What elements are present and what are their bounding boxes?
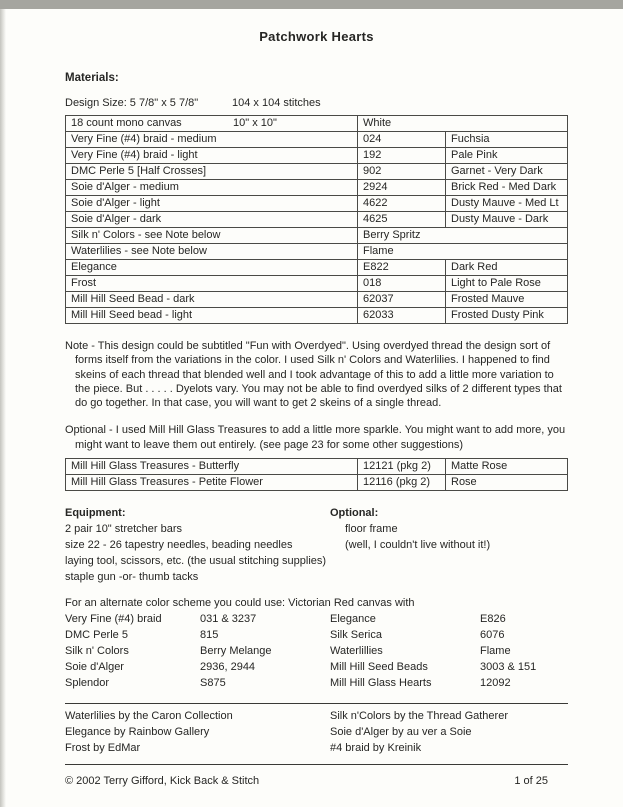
optional-paragraph: Optional - I used Mill Hill Glass Treasures to add a little more sparkle. You might want to add more, you might want to leave them out entirely. (see page 23 for some other suggestions) [65, 424, 566, 451]
table-row [66, 244, 568, 260]
alternate-thread-value: 815 [200, 629, 219, 642]
equipment-row [65, 553, 568, 569]
divider-bottom [65, 764, 568, 765]
material-color-cell: Dusty Mauve - Med Lt [446, 196, 568, 212]
copyright-text: © 2002 Terry Gifford, Kick Back & Stitch [65, 775, 260, 788]
optional-item [330, 553, 568, 569]
equipment-item: staple gun -or- thumb tacks [65, 571, 199, 584]
material-name-cell [66, 116, 358, 132]
material-color-cell: Fuchsia [446, 132, 568, 148]
optional-item: floor frame [345, 523, 398, 536]
alternate-thread-name: Elegance [330, 613, 376, 626]
materials-heading: Materials: [65, 72, 119, 84]
material-code-cell: 62033 [358, 308, 446, 324]
alternate-heading: For an alternate color scheme you could use: Victorian Red canvas with [65, 597, 415, 610]
table-row [66, 292, 568, 308]
material-code-cell: E822 [358, 260, 446, 276]
materials-table [65, 115, 568, 324]
material-code-cell: 192 [358, 148, 446, 164]
optional-item [330, 569, 568, 585]
table-row [66, 228, 568, 244]
alternate-row [65, 643, 568, 659]
material-name-cell: Waterlilies - see Note below [66, 244, 358, 260]
table-row [66, 132, 568, 148]
alternate-thread-name: DMC Perle 5 [65, 629, 128, 642]
table-row [66, 212, 568, 228]
material-code-cell: 902 [358, 164, 446, 180]
alternate-thread-name: Mill Hill Glass Hearts [330, 677, 432, 690]
table-row [66, 475, 568, 491]
table-row [66, 308, 568, 324]
material-color-cell: Frosted Dusty Pink [446, 308, 568, 324]
alternate-row [65, 611, 568, 627]
stitch-count-text: 104 x 104 stitches [232, 97, 321, 109]
equipment-heading: Equipment: [65, 507, 126, 520]
table-row [66, 459, 568, 475]
alternate-thread-name: Silk n' Colors [65, 645, 129, 658]
alternate-thread-name: Very Fine (#4) braid [65, 613, 162, 626]
alternate-row [65, 659, 568, 675]
alternate-thread-value: 031 & 3237 [200, 613, 257, 626]
alternate-thread-value: 6076 [480, 629, 505, 642]
material-name-cell: Elegance [66, 260, 358, 276]
page-title: Patchwork Hearts [259, 29, 374, 44]
document-page [6, 9, 623, 807]
material-color-cell: Light to Pale Rose [446, 276, 568, 292]
material-name-cell: Frost [66, 276, 358, 292]
credits-section [65, 708, 568, 756]
alternate-thread-name: Silk Serica [330, 629, 382, 642]
material-color-cell: White [358, 116, 568, 132]
alternate-row [65, 675, 568, 691]
material-name-cell: Mill Hill Glass Treasures - Petite Flower [66, 475, 358, 491]
material-name-cell: Very Fine (#4) braid - light [66, 148, 358, 164]
material-color-cell: Rose [446, 475, 568, 491]
alternate-thread-value: 3003 & 151 [480, 661, 537, 674]
alternate-thread-name: Soie d'Alger [65, 661, 124, 674]
credit-right: #4 braid by Kreinik [330, 742, 422, 755]
table-row [66, 116, 568, 132]
material-name-cell: Mill Hill Seed Bead - dark [66, 292, 358, 308]
equipment-rows [65, 521, 568, 585]
table-row [66, 276, 568, 292]
credit-left: Frost by EdMar [65, 742, 141, 755]
page-number: 1 of 25 [514, 775, 548, 788]
material-color-cell: Dark Red [446, 260, 568, 276]
equipment-section [65, 505, 568, 585]
material-color-cell: Brick Red - Med Dark [446, 180, 568, 196]
alternate-thread-value: Flame [480, 645, 511, 658]
material-name-cell: Silk n' Colors - see Note below [66, 228, 358, 244]
material-name: 18 count mono canvas [71, 117, 182, 129]
equipment-row [65, 569, 568, 585]
material-code-cell: 2924 [358, 180, 446, 196]
optional-heading: Optional: [330, 507, 379, 520]
material-size: 10" x 10" [233, 117, 277, 129]
credit-row [65, 724, 568, 740]
treasures-table [65, 458, 568, 491]
material-code-cell: 018 [358, 276, 446, 292]
credit-right: Silk n'Colors by the Thread Gatherer [330, 710, 508, 723]
alternate-scheme-section [65, 595, 568, 691]
material-code-cell: 62037 [358, 292, 446, 308]
material-code-cell: 4622 [358, 196, 446, 212]
credit-row [65, 708, 568, 724]
credit-row [65, 740, 568, 756]
equipment-row [65, 521, 568, 537]
equipment-item: laying tool, scissors, etc. (the usual stitching supplies) [65, 555, 327, 568]
material-name-cell: Soie d'Alger - dark [66, 212, 358, 228]
material-name-cell: Soie d'Alger - medium [66, 180, 358, 196]
material-code-cell: 024 [358, 132, 446, 148]
alternate-thread-value: Berry Melange [200, 645, 272, 658]
table-row [66, 196, 568, 212]
material-code-cell: 12116 (pkg 2) [358, 475, 446, 491]
material-color-cell: Pale Pink [446, 148, 568, 164]
equipment-headings-row [65, 505, 568, 521]
footer [65, 775, 568, 787]
material-color-cell: Dusty Mauve - Dark [446, 212, 568, 228]
equipment-item: size 22 - 26 tapestry needles, beading needles [65, 539, 293, 552]
alternate-thread-name: Splendor [65, 677, 110, 690]
note-paragraph: Note - This design could be subtitled "Fun with Overdyed". Using overdyed thread the design sort of forms itself from the variations in the color. I used Silk n' Colors and Waterlilies. I happened to find skeins of each thread that blended well and I took advantage of this to add a little more variation to the piece. But . . . . . Dyelots vary. You may not be able to find overdyed silks of 2 different types that do go together. In that case, you will want to get 2 skeins of a single thread. [65, 340, 562, 410]
alternate-row [65, 627, 568, 643]
material-name-cell: DMC Perle 5 [Half Crosses] [66, 164, 358, 180]
credit-left: Elegance by Rainbow Gallery [65, 726, 210, 739]
material-color-cell: Garnet - Very Dark [446, 164, 568, 180]
equipment-item: 2 pair 10" stretcher bars [65, 523, 183, 536]
scan-edge-top [0, 0, 623, 9]
table-row [66, 260, 568, 276]
alternate-thread-name: Waterlillies [330, 645, 383, 658]
material-color-cell: Frosted Mauve [446, 292, 568, 308]
alternate-thread-value: S875 [200, 677, 226, 690]
alternate-thread-value: 12092 [480, 677, 511, 690]
material-name-cell: Very Fine (#4) braid - medium [66, 132, 358, 148]
credit-right: Soie d'Alger by au ver a Soie [330, 726, 472, 739]
material-name-cell: Soie d'Alger - light [66, 196, 358, 212]
alternate-thread-name: Mill Hill Seed Beads [330, 661, 428, 674]
material-code-cell: Flame [358, 244, 568, 260]
material-code-cell: Berry Spritz [358, 228, 568, 244]
optional-item: (well, I couldn't live without it!) [345, 539, 491, 552]
table-row [66, 180, 568, 196]
divider-top [65, 703, 568, 704]
material-code-cell: 4625 [358, 212, 446, 228]
material-color-cell: Matte Rose [446, 459, 568, 475]
material-code-cell: 12121 (pkg 2) [358, 459, 446, 475]
table-row [66, 164, 568, 180]
equipment-row [65, 537, 568, 553]
credit-left: Waterlilies by the Caron Collection [65, 710, 233, 723]
design-size-row [65, 97, 568, 109]
alternate-thread-value: 2936, 2944 [200, 661, 256, 674]
table-row [66, 148, 568, 164]
page-content [6, 9, 623, 787]
alternate-thread-value: E826 [480, 613, 506, 626]
alternate-rows [65, 611, 568, 691]
material-name-cell: Mill Hill Seed bead - light [66, 308, 358, 324]
material-name-cell: Mill Hill Glass Treasures - Butterfly [66, 459, 358, 475]
design-size-text: Design Size: 5 7/8" x 5 7/8" [65, 97, 199, 109]
